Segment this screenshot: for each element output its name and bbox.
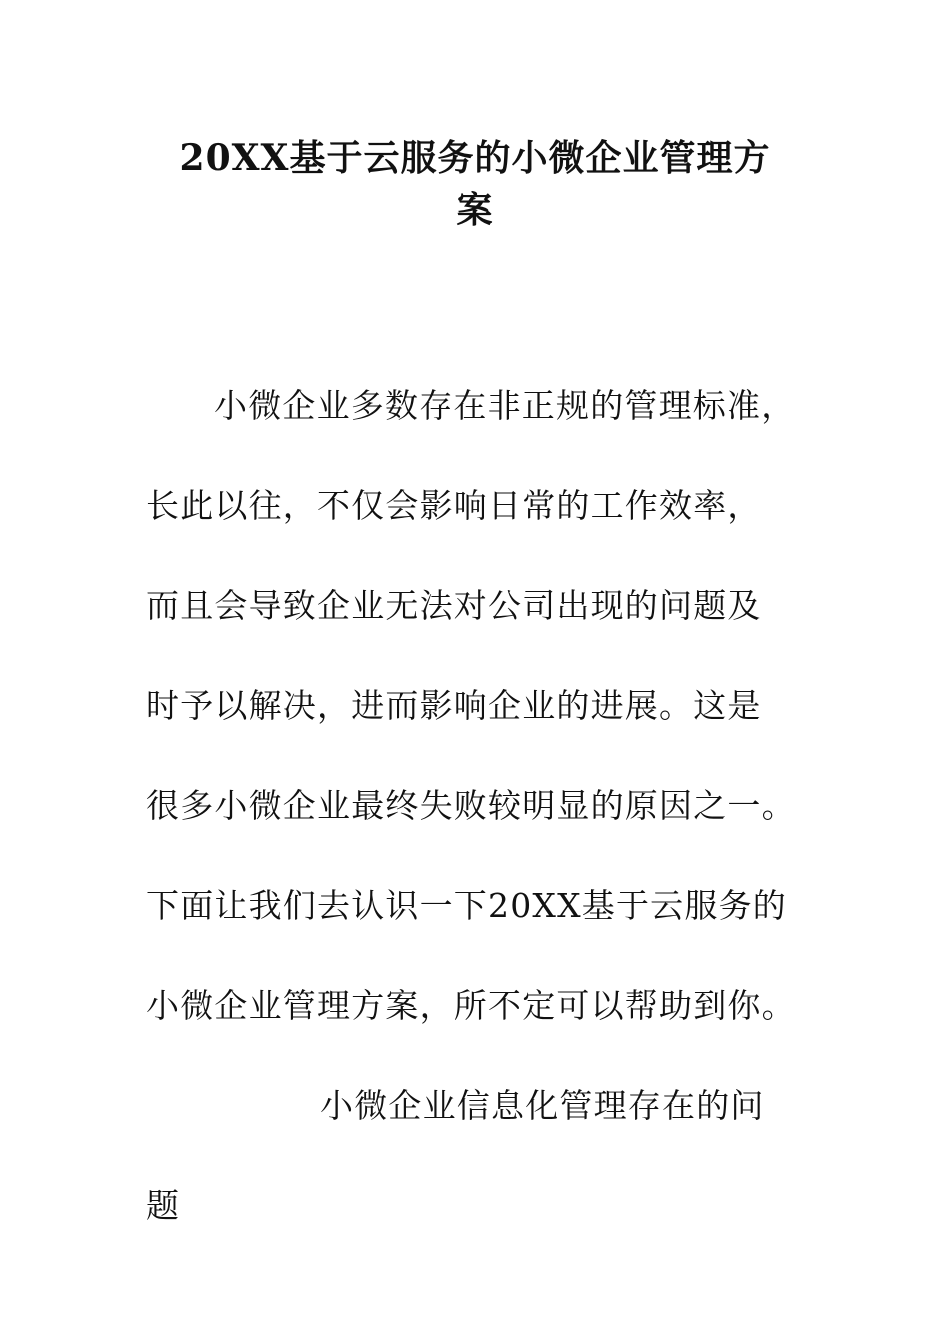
paragraph-1-line-3: 而且会导致企业无法对公司出现的问题及	[146, 586, 762, 625]
paragraph-1-line-5: 很多小微企业最终失败较明显的原因之一。	[146, 786, 796, 825]
paragraph-1-line-2: 长此以往，不仅会影响日常的工作效率，	[146, 486, 762, 525]
section-heading-line-1: 小微企业信息化管理存在的问	[320, 1086, 765, 1125]
document-title-line-2: 案	[456, 189, 494, 231]
document-title-line-1: 20XX基于云服务的小微企业管理方	[179, 137, 771, 179]
paragraph-1-line-6: 下面让我们去认识一下20XX基于云服务的	[146, 886, 787, 925]
paragraph-1-line-7: 小微企业管理方案，所不定可以帮助到你。	[146, 986, 796, 1025]
paragraph-1-line-1: 小微企业多数存在非正规的管理标准，	[214, 386, 796, 425]
paragraph-1-line-4: 时予以解决，进而影响企业的进展。这是	[146, 686, 762, 725]
section-heading-line-2: 题	[146, 1186, 181, 1225]
